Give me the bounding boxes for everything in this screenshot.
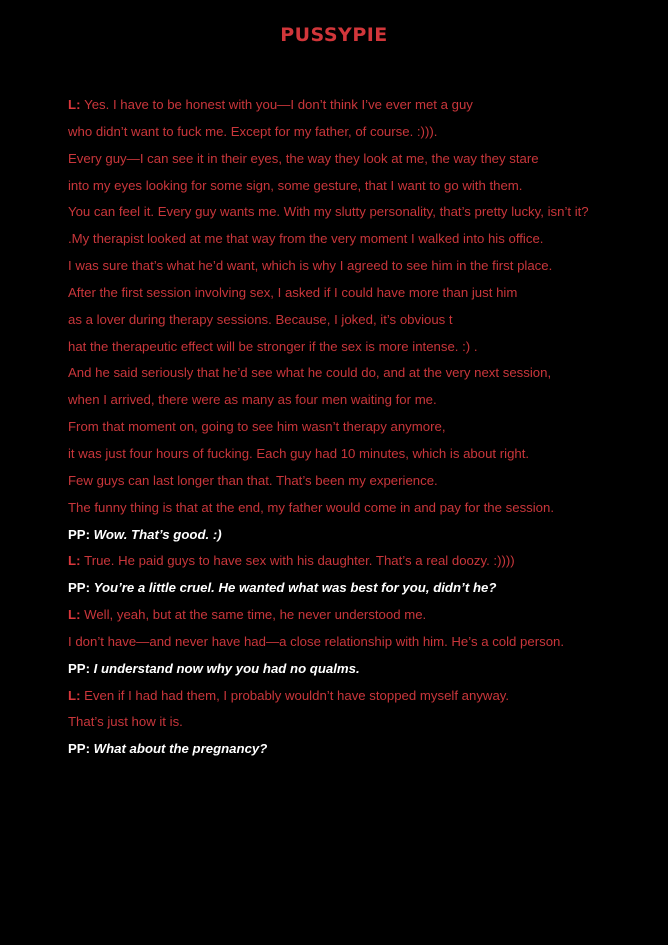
transcript-line <box>68 96 658 123</box>
transcript-line <box>68 284 658 311</box>
line-text: From that moment on, going to see him wasn’t therapy anymore, <box>68 419 446 435</box>
speaker-label: L <box>68 687 77 703</box>
speaker-label: L <box>68 97 77 112</box>
line-text: After the first session involving sex, I asked if I could have more than just him <box>68 284 518 300</box>
speaker-label: PP <box>68 580 86 596</box>
transcript-line <box>68 338 658 365</box>
transcript-line <box>68 579 658 606</box>
speaker-separator: : <box>85 526 94 542</box>
transcript-line <box>68 418 658 445</box>
transcript-line <box>68 445 658 472</box>
transcript-line <box>68 230 658 257</box>
transcript-line <box>68 472 658 499</box>
line-text: What about the pregnancy? <box>93 741 268 757</box>
line-text: who didn’t want to fuck me. Except for my father, of course. :))). <box>68 123 438 139</box>
line-text: hat the therapeutic effect will be stronger if the sex is more intense. :) . <box>68 338 478 354</box>
transcript-line <box>68 740 658 767</box>
transcript-line <box>68 633 658 660</box>
speaker-separator: : <box>76 553 85 569</box>
line-text: it was just four hours of fucking. Each guy had 10 minutes, which is about right. <box>68 445 530 461</box>
line-text: Few guys can last longer than that. That’s been my experience. <box>68 472 438 488</box>
line-text: That’s just how it is. <box>68 714 183 730</box>
transcript-line <box>68 660 658 687</box>
speaker-label: L <box>68 553 77 569</box>
speaker-label: PP <box>68 660 86 676</box>
speaker-separator: : <box>76 687 85 703</box>
line-text: You can feel it. Every guy wants me. With my slutty personality, that’s pretty lucky, isn’t it? <box>68 204 589 220</box>
transcript-line <box>68 391 658 418</box>
transcript-line <box>68 123 658 150</box>
line-text: Well, yeah, but at the same time, he never understood me. <box>84 607 427 623</box>
transcript-line <box>68 606 658 633</box>
transcript-line <box>68 311 658 338</box>
line-text: Every guy—I can see it in their eyes, the way they look at me, the way they stare <box>68 150 539 166</box>
transcript-line <box>68 552 658 579</box>
line-text: I was sure that’s what he’d want, which is why I agreed to see him in the first place. <box>68 258 553 274</box>
transcript-line <box>68 687 658 714</box>
speaker-label: L <box>68 607 77 623</box>
transcript-line <box>68 364 658 391</box>
line-text: when I arrived, there were as many as four men waiting for me. <box>68 392 437 408</box>
speaker-separator: : <box>85 741 94 757</box>
speaker-separator: : <box>76 97 85 112</box>
transcript-line <box>68 257 658 284</box>
line-text: The funny thing is that at the end, my father would come in and pay for the session. <box>68 499 555 515</box>
line-text: Yes. I have to be honest with you—I don’t think I’ve ever met a guy <box>84 97 473 112</box>
speaker-separator: : <box>85 580 94 596</box>
page-title: PUSSYPIE <box>280 24 388 46</box>
speaker-label: PP <box>68 741 86 757</box>
transcript-line <box>68 526 658 553</box>
transcript-line <box>68 150 658 177</box>
line-text: True. He paid guys to have sex with his daughter. That’s a real doozy. :)))) <box>84 553 515 569</box>
line-text: I understand now why you had no qualms. <box>93 660 360 676</box>
speaker-separator: : <box>85 660 94 676</box>
line-text: .My therapist looked at me that way from the very moment I walked into his office. <box>68 231 544 247</box>
speaker-separator: : <box>76 607 85 623</box>
speaker-label: PP <box>68 526 86 542</box>
line-text: Wow. That’s good. :) <box>93 526 222 542</box>
line-text: You’re a little cruel. He wanted what was best for you, didn’t he? <box>93 580 497 596</box>
line-text: And he said seriously that he’d see what he could do, and at the very next session, <box>68 365 552 381</box>
line-text: I don’t have—and never have had—a close relationship with him. He’s a cold person. <box>68 633 565 649</box>
transcript-line <box>68 499 658 526</box>
transcript-line <box>68 203 658 230</box>
line-text: as a lover during therapy sessions. Because, I joked, it’s obvious t <box>68 311 453 327</box>
transcript-line <box>68 177 658 204</box>
line-text: Even if I had had them, I probably wouldn’t have stopped myself anyway. <box>84 687 510 703</box>
line-text: into my eyes looking for some sign, some gesture, that I want to go with them. <box>68 177 523 193</box>
transcript-line <box>68 713 658 740</box>
transcript <box>68 96 658 767</box>
